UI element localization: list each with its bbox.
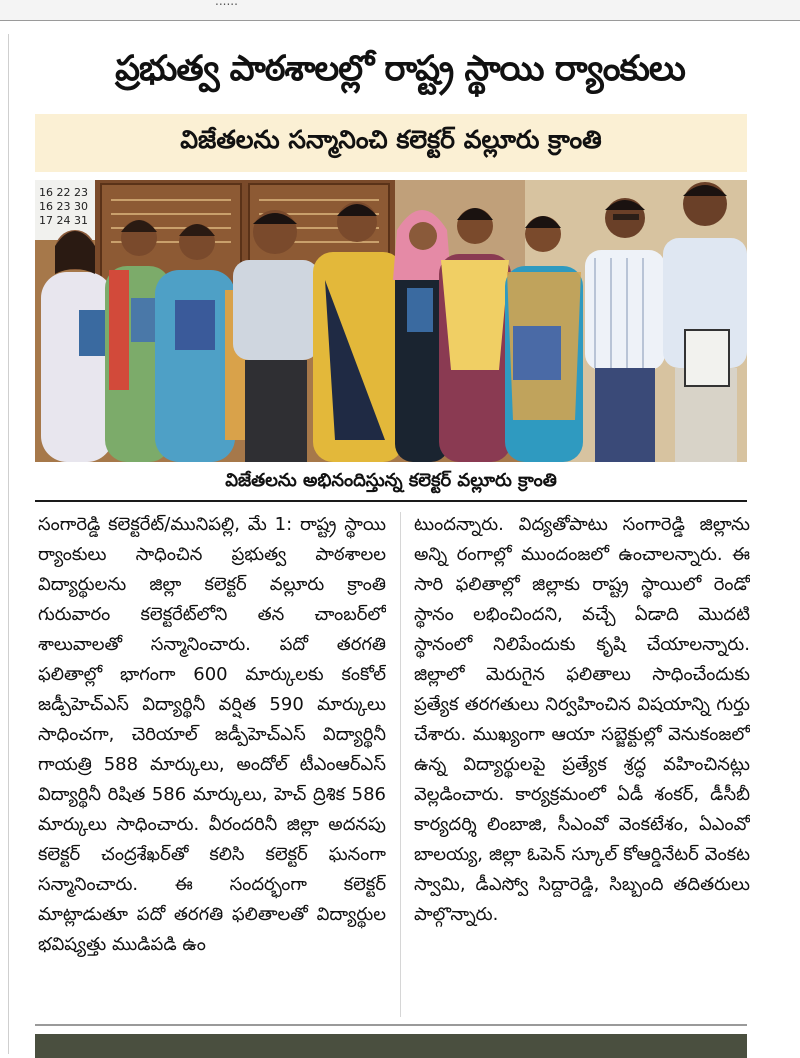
- next-article-photo: [35, 1034, 747, 1058]
- column-divider: [400, 512, 401, 1017]
- calendar-row: 16 23 30: [39, 200, 88, 213]
- previous-article-strip: [0, 0, 800, 21]
- article-paragraph-left: సంగారెడ్డి కలెక్టరేట్/మునిపల్లి, మే 1: రాష్ట్ర స్థాయి ర్యాంకులు సాధించిన ప్రభుత్వ పాఠశాలల విద్యార్థులను జిల్లా కలెక్టర్ వల్లూరు క్రాంతి గురువారం కలెక్టరేట్‌లోని తన చాంబర్‌లో శాలువాలతో సన్మానించారు. పదో తరగతి ఫలితాల్లో భాగంగా 600 మార్కులకు కంకోల్ జడ్పీహెచ్ఎస్ విద్యార్థినీ వర్షిత 590 మార్కులు సాధించగా, చెరియాల్ జడ్పీహెచ్ఎస్ విద్యార్థినీ గాయత్రి 588 మార్కులు, అందోల్ టీఎంఆర్ఎస్ విద్యార్థినీ రిషిత 586 మార్కులు, హెచ్ ద్రిశిక 586 మార్కులు సాధించారు. వీరందరినీ జిల్లా అదనపు కలెక్టర్ చంద్రశేఖర్‌తో కలిసి కలెక్టర్ ఘనంగా సన్మానించారు. ఈ సందర్భంగా కలెక్టర్ మాట్లాడుతూ పదో తరగతి ఫలితాలతో విద్యార్థుల భవిష్యత్తు ముడిపడి ఉం: [38, 514, 386, 955]
- article-column-right: [414, 510, 750, 1015]
- article-end-rule: [35, 1024, 747, 1026]
- calendar-row: 16 22 23: [39, 186, 88, 199]
- caption-rule: [35, 500, 747, 502]
- news-photo: [35, 180, 747, 462]
- subheadline: విజేతలను సన్మానించి కలెక్టర్ వల్లూరు క్రాంతి: [35, 114, 747, 172]
- article-paragraph-right: టుందన్నారు. విద్యతోపాటు సంగారెడ్డి జిల్లాను అన్ని రంగాల్లో ముందంజలో ఉంచాలన్నారు. ఈ సారి ఫలితాల్లో జిల్లాకు రాష్ట్ర స్థాయిలో రెండో స్థానం లభించిందని, వచ్చే ఏడాది మొదటి స్థానంలో నిలిపేందుకు కృషి చేయాలన్నారు. జిల్లాలో మెరుగైన ఫలితాలు సాధించేందుకు ప్రత్యేక తరగతులు నిర్వహించిన విషయాన్ని గుర్తు చేశారు. ముఖ్యంగా ఆయా సబ్జెక్టుల్లో వెనుకంజలో ఉన్న విద్యార్థులపై ప్రత్యేక శ్రద్ధ వహించినట్లు వెల్లడించారు. కార్యక్రమంలో ఏడీ శంకర్, డీసీబీ కార్యదర్శి లింబాజి, సీఎంవో వెంకటేశం, ఏఎంవో బాలయ్య, జిల్లా ఓపెన్ స్కూల్ కోఆర్డినేటర్ వెంకట స్వామి, డీఎస్వో సిద్దారెడ్డి, సిబ్బంది తదితరులు పాల్గొన్నారు.: [414, 514, 750, 925]
- headline: ప్రభుత్వ పాఠశాలల్లో రాష్ట్ర స్థాయి ర్యాంకులు: [115, 49, 685, 89]
- page-margin-rule: [8, 34, 9, 1054]
- wall-calendar: [39, 186, 88, 227]
- photo-caption: విజేతలను అభినందిస్తున్న కలెక్టర్ వల్లూరు క్రాంతి: [225, 469, 557, 491]
- calendar-row: 17 24 31: [39, 214, 88, 227]
- previous-article-fragment: ......: [215, 0, 238, 8]
- article-column-left: [38, 510, 386, 1015]
